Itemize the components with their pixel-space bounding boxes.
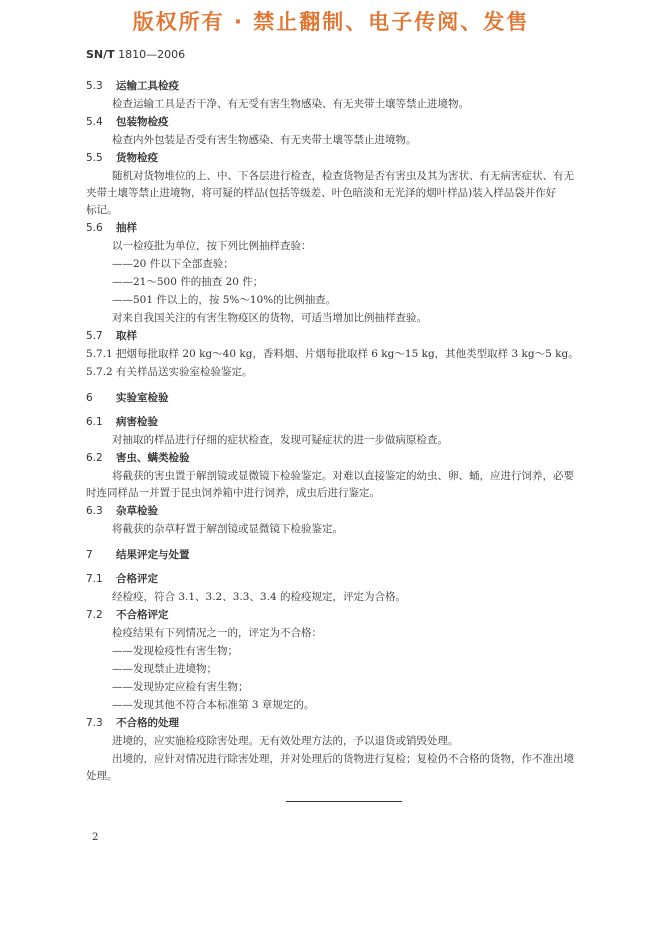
paragraph: 随机对货物堆位的上、中、下各层进行检查，检查货物是否有害虫及其为害状、有无病害症状、有无 <box>112 170 574 182</box>
paragraph: 以一检疫批为单位，按下列比例抽样查验： <box>112 240 312 252</box>
section-number: 5.4 <box>86 116 103 128</box>
paragraph: 检查运输工具是否干净、有无受有害生物感染、有无夹带土壤等禁止进境物。 <box>112 98 469 110</box>
paragraph: 将截获的杂草籽置于解剖镜或显微镜下检验鉴定。 <box>112 523 343 535</box>
paragraph: 夹带土壤等禁止进境物，将可疑的样品(包括等级差、叶色暗淡和无光泽的烟叶样品)装入样品袋并作好 <box>86 187 557 199</box>
section-number: 7.1 <box>86 573 103 585</box>
list-item: ——发现协定应检有害生物； <box>112 681 249 693</box>
heading-5-7 <box>86 328 137 344</box>
standard-number: 1810—2006 <box>114 48 186 61</box>
clause-5-7-2: 5.7.2 有关样品送实验室检验鉴定。 <box>86 366 253 378</box>
section-number: 5.6 <box>86 222 103 234</box>
list-item: ——20 件以下全部查验； <box>112 258 234 270</box>
paragraph: 处理。 <box>86 770 118 782</box>
section-title: 运输工具检疫 <box>116 80 179 92</box>
section-title: 包装物检疫 <box>116 116 169 128</box>
standard-code <box>86 48 185 61</box>
end-divider <box>286 801 402 802</box>
section-number: 6.3 <box>86 505 103 517</box>
section-title: 结果评定与处置 <box>116 549 190 561</box>
section-title: 不合格的处理 <box>116 717 179 729</box>
standard-prefix: SN/T <box>86 48 115 61</box>
paragraph: 对抽取的样品进行仔细的症状检查，发现可疑症状的进一步做病原检查。 <box>112 434 448 446</box>
paragraph: 出境的，应针对情况进行除害处理，并对处理后的货物进行复检；复检仍不合格的货物，作不准出境 <box>112 753 574 765</box>
paragraph: 对来自我国关注的有害生物疫区的货物，可适当增加比例抽样查验。 <box>112 312 427 324</box>
heading-5-6 <box>86 220 137 236</box>
paragraph: 时连同样品一并置于昆虫饲养箱中进行饲养，成虫后进行鉴定。 <box>86 487 380 499</box>
list-item: ——21～500 件的抽查 20 件； <box>112 276 264 288</box>
heading-6-1 <box>86 414 158 430</box>
clause-5-7-1: 5.7.1 把烟每批取样 20 kg～40 kg，香料烟、片烟每批取样 6 kg～15 kg，其他类型取样 3 kg～5 kg。 <box>86 348 579 360</box>
section-number: 6 <box>86 392 93 404</box>
heading-6-2 <box>86 450 190 466</box>
list-item: ——发现禁止进境物； <box>112 663 217 675</box>
paragraph: 标记。 <box>86 204 118 216</box>
section-number: 6.2 <box>86 452 103 464</box>
heading-6-3 <box>86 503 158 519</box>
section-number: 7.3 <box>86 717 103 729</box>
paragraph: 进境的，应实施检疫除害处理。无有效处理方法的，予以退货或销毁处理。 <box>112 735 459 747</box>
copyright-banner: 版权所有 · 禁止翻制、电子传阅、发售 <box>132 10 530 34</box>
section-title: 害虫、螨类检验 <box>116 452 190 464</box>
section-title: 实验室检验 <box>116 392 169 404</box>
list-item: ——发现其他不符合本标准第 3 章规定的。 <box>112 699 315 711</box>
section-title: 杂草检验 <box>116 505 158 517</box>
paragraph: 经检疫，符合 3.1、3.2、3.3、3.4 的检疫规定，评定为合格。 <box>112 591 406 603</box>
list-item: ——501 件以上的，按 5%～10%的比例抽查。 <box>112 294 337 306</box>
heading-5-4 <box>86 114 169 130</box>
section-title: 抽样 <box>116 222 137 234</box>
heading-5-5 <box>86 150 158 166</box>
section-number: 5.3 <box>86 80 103 92</box>
section-title: 不合格评定 <box>116 609 169 621</box>
paragraph: 检查内外包装是否受有害生物感染、有无夹带土壤等禁止进境物。 <box>112 134 417 146</box>
section-number: 7.2 <box>86 609 103 621</box>
section-title: 取样 <box>116 330 137 342</box>
section-number: 6.1 <box>86 416 103 428</box>
section-number: 5.5 <box>86 152 103 164</box>
section-title: 货物检疫 <box>116 152 158 164</box>
heading-7-3 <box>86 715 179 731</box>
heading-7 <box>86 547 190 563</box>
heading-7-1 <box>86 571 158 587</box>
section-title: 合格评定 <box>116 573 158 585</box>
heading-5-3 <box>86 78 179 94</box>
list-item: ——发现检疫性有害生物； <box>112 645 238 657</box>
section-title: 病害检验 <box>116 416 158 428</box>
heading-7-2 <box>86 607 169 623</box>
paragraph: 检疫结果有下列情况之一的，评定为不合格： <box>112 627 322 639</box>
paragraph: 将截获的害虫置于解剖镜或显微镜下检验鉴定。对难以直接鉴定的幼虫、卵、蛹，应进行饲养，必要 <box>112 470 574 482</box>
page-number: 2 <box>92 832 99 843</box>
section-number: 7 <box>86 549 93 561</box>
section-number: 5.7 <box>86 330 103 342</box>
heading-6 <box>86 390 169 406</box>
